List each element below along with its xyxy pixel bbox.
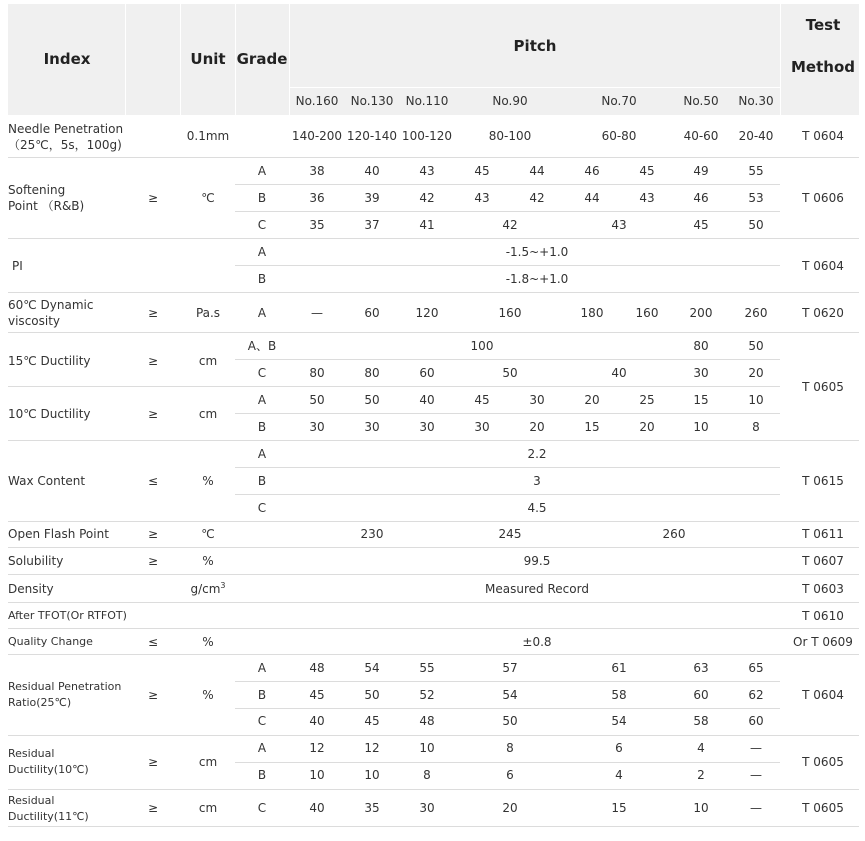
value-cell: 20 — [639, 420, 655, 434]
pitch-column-header: No.90 — [492, 94, 528, 108]
value-cell: 38 — [309, 164, 325, 178]
value-cell: 60-80 — [601, 129, 637, 143]
value-cell: 140-200 — [291, 129, 343, 143]
row-label: viscosity — [8, 314, 61, 328]
value-cell: 30 — [474, 420, 490, 434]
value-cell: 48 — [309, 661, 325, 675]
value-cell: 260 — [744, 306, 768, 320]
value-cell: 53 — [748, 191, 764, 205]
value-cell: 12 — [364, 741, 380, 755]
grade-cell: B — [257, 420, 267, 434]
value-cell: 10 — [364, 768, 380, 782]
unit-cell — [190, 582, 225, 596]
grade-cell: C — [257, 714, 267, 728]
value-cell: 100-120 — [401, 129, 453, 143]
value-cell: 61 — [611, 661, 627, 675]
value-cell: — — [311, 306, 323, 320]
value-cell: 45 — [364, 714, 380, 728]
row-divider — [235, 494, 780, 495]
value-cell: 50 — [364, 393, 380, 407]
value-cell: 40 — [309, 801, 325, 815]
value-cell: 40 — [309, 714, 325, 728]
row-divider — [235, 211, 780, 212]
row-divider — [8, 386, 780, 387]
comparison-symbol: ≤ — [147, 635, 159, 649]
grade-cell: B — [257, 474, 267, 488]
value-cell: 180 — [580, 306, 604, 320]
value-cell: 160 — [498, 306, 522, 320]
value-cell: 40 — [611, 366, 627, 380]
row-divider — [8, 789, 859, 790]
value-cell: 41 — [419, 218, 435, 232]
row-divider — [8, 440, 859, 441]
value-cell: 37 — [364, 218, 380, 232]
value-cell: 50 — [748, 339, 764, 353]
value-cell: 30 — [693, 366, 709, 380]
value-cell: 8 — [752, 420, 760, 434]
unit-cell: % — [202, 474, 214, 488]
row-divider — [8, 157, 859, 158]
row-label: PI — [12, 259, 23, 273]
value-cell: 50 — [364, 688, 380, 702]
value-cell: — — [750, 801, 762, 815]
value-cell: 15 — [584, 420, 600, 434]
row-label: Wax Content — [8, 474, 86, 488]
value-cell: 2 — [697, 768, 705, 782]
value-cell: 6 — [506, 768, 514, 782]
grade-cell: C — [257, 501, 267, 515]
header-divider — [180, 4, 181, 115]
grade-cell: A — [257, 447, 267, 461]
value-cell: 43 — [639, 191, 655, 205]
row-label: Point （R&B) — [8, 199, 85, 213]
value-cell: 80-100 — [488, 129, 532, 143]
value-cell: 54 — [502, 688, 518, 702]
row-divider — [8, 332, 859, 333]
row-label: Solubility — [8, 554, 64, 568]
comparison-symbol: ≥ — [147, 407, 159, 421]
row-divider — [235, 184, 780, 185]
grade-cell: A — [257, 393, 267, 407]
method-cell: T 0610 — [802, 609, 844, 623]
method-cell: T 0604 — [802, 259, 844, 273]
value-cell: 8 — [423, 768, 431, 782]
value-cell: 30 — [419, 420, 435, 434]
method-cell: Or T 0609 — [793, 635, 853, 649]
value-cell: 10 — [309, 768, 325, 782]
row-label: After TFOT(Or RTFOT) — [8, 609, 127, 622]
method-cell: T 0605 — [802, 755, 844, 769]
grade-cell: A — [257, 245, 267, 259]
header-divider — [125, 4, 126, 115]
unit-cell: % — [202, 688, 214, 702]
grade-cell: A — [257, 741, 267, 755]
value-cell: 58 — [611, 688, 627, 702]
value-cell: 44 — [584, 191, 600, 205]
row-divider — [235, 413, 780, 414]
row-label: Ductility(10℃) — [8, 763, 89, 776]
grade-cell: C — [257, 218, 267, 232]
method-cell: T 0615 — [802, 474, 844, 488]
header-unit: Unit — [190, 50, 226, 68]
value-cell: Measured Record — [485, 582, 589, 596]
value-cell: 80 — [309, 366, 325, 380]
header-subdivider — [289, 87, 780, 88]
value-cell: 46 — [693, 191, 709, 205]
value-cell: 4 — [697, 741, 705, 755]
row-label: （25℃，5s，100g) — [8, 138, 122, 152]
unit-cell: 0.1mm — [186, 129, 230, 143]
pitch-column-header: No.130 — [350, 94, 394, 108]
grade-cell: A、B — [247, 339, 277, 353]
row-label: 60℃ Dynamic — [8, 298, 94, 312]
pitch-column-header: No.50 — [683, 94, 719, 108]
value-cell: 245 — [498, 527, 522, 541]
header-divider — [289, 4, 290, 115]
value-cell: 43 — [474, 191, 490, 205]
value-cell: 120-140 — [346, 129, 398, 143]
value-cell: -1.8~+1.0 — [505, 272, 569, 286]
grade-cell: B — [257, 688, 267, 702]
value-cell: 45 — [639, 164, 655, 178]
row-divider — [8, 628, 859, 629]
value-cell: 50 — [502, 366, 518, 380]
comparison-symbol: ≥ — [147, 306, 159, 320]
pitch-column-header: No.110 — [405, 94, 449, 108]
value-cell: 20 — [502, 801, 518, 815]
row-divider — [8, 654, 859, 655]
grade-cell: C — [257, 366, 267, 380]
unit-cell: cm — [198, 801, 218, 815]
value-cell: 52 — [419, 688, 435, 702]
value-cell: 30 — [309, 420, 325, 434]
value-cell: 80 — [364, 366, 380, 380]
header-divider — [780, 4, 781, 115]
header-method: Method — [791, 58, 855, 76]
value-cell: 60 — [693, 688, 709, 702]
comparison-symbol: ≥ — [147, 354, 159, 368]
value-cell: 40-60 — [683, 129, 719, 143]
row-label: 10℃ Ductility — [8, 407, 91, 421]
value-cell: 60 — [748, 714, 764, 728]
value-cell: 58 — [693, 714, 709, 728]
grade-cell: A — [257, 661, 267, 675]
value-cell: 30 — [419, 801, 435, 815]
unit-superscript: 3 — [220, 581, 226, 590]
value-cell: 99.5 — [523, 554, 551, 568]
method-cell: T 0604 — [802, 688, 844, 702]
value-cell: 260 — [662, 527, 686, 541]
row-label: Ratio(25℃) — [8, 696, 72, 709]
row-label: Residual Penetration — [8, 680, 122, 693]
method-cell: T 0603 — [802, 582, 844, 596]
comparison-symbol: ≥ — [147, 527, 159, 541]
value-cell: 49 — [693, 164, 709, 178]
value-cell: 63 — [693, 661, 709, 675]
value-cell: 45 — [474, 164, 490, 178]
row-label: Ductility(11℃) — [8, 810, 89, 823]
value-cell: 160 — [635, 306, 659, 320]
value-cell: — — [750, 741, 762, 755]
row-label: Residual — [8, 794, 55, 807]
value-cell: 15 — [611, 801, 627, 815]
value-cell: 40 — [364, 164, 380, 178]
value-cell: 35 — [364, 801, 380, 815]
value-cell: 10 — [419, 741, 435, 755]
value-cell: 30 — [364, 420, 380, 434]
row-divider — [235, 265, 780, 266]
method-cell: T 0607 — [802, 554, 844, 568]
value-cell: 40 — [419, 393, 435, 407]
unit-cell: ℃ — [201, 191, 215, 205]
value-cell: 36 — [309, 191, 325, 205]
unit-cell: % — [202, 554, 214, 568]
value-cell: 45 — [693, 218, 709, 232]
value-cell: 25 — [639, 393, 655, 407]
value-cell: 120 — [415, 306, 439, 320]
row-label: Needle Penetration — [8, 122, 124, 136]
value-cell: 46 — [584, 164, 600, 178]
row-divider — [235, 708, 780, 709]
value-cell: 55 — [419, 661, 435, 675]
comparison-symbol: ≥ — [147, 688, 159, 702]
value-cell: 42 — [529, 191, 545, 205]
method-cell: T 0620 — [802, 306, 844, 320]
value-cell: 48 — [419, 714, 435, 728]
row-divider — [235, 359, 780, 360]
unit-cell: cm — [198, 354, 218, 368]
row-label: Softening — [8, 183, 66, 197]
row-divider — [8, 521, 859, 522]
value-cell: 20-40 — [738, 129, 774, 143]
method-cell: T 0611 — [802, 527, 844, 541]
comparison-symbol: ≤ — [147, 474, 159, 488]
row-divider — [8, 574, 859, 575]
method-cell: T 0606 — [802, 191, 844, 205]
value-cell: 4.5 — [527, 501, 547, 515]
value-cell: 45 — [309, 688, 325, 702]
method-cell: T 0604 — [802, 129, 844, 143]
value-cell: 15 — [693, 393, 709, 407]
value-cell: 60 — [364, 306, 380, 320]
header-pitch: Pitch — [513, 37, 557, 55]
value-cell: 80 — [693, 339, 709, 353]
comparison-symbol: ≥ — [147, 801, 159, 815]
row-label: Residual — [8, 747, 55, 760]
value-cell: -1.5~+1.0 — [505, 245, 569, 259]
value-cell: 62 — [748, 688, 764, 702]
value-cell: 43 — [611, 218, 627, 232]
value-cell: 10 — [748, 393, 764, 407]
row-divider — [8, 602, 859, 603]
value-cell: 55 — [748, 164, 764, 178]
row-label: 15℃ Ductility — [8, 354, 91, 368]
value-cell: — — [750, 768, 762, 782]
value-cell: 100 — [470, 339, 494, 353]
value-cell: 42 — [419, 191, 435, 205]
value-cell: 4 — [615, 768, 623, 782]
row-divider — [235, 762, 780, 763]
grade-cell: B — [257, 191, 267, 205]
header-test: Test — [805, 16, 841, 34]
grade-cell: C — [257, 801, 267, 815]
unit-cell: % — [202, 635, 214, 649]
value-cell: 10 — [693, 420, 709, 434]
pitch-column-header: No.160 — [295, 94, 339, 108]
value-cell: 44 — [529, 164, 545, 178]
grade-cell: A — [257, 306, 267, 320]
value-cell: 20 — [529, 420, 545, 434]
comparison-symbol: ≥ — [147, 755, 159, 769]
value-cell: 57 — [502, 661, 518, 675]
row-divider — [8, 292, 859, 293]
unit-cell: cm — [198, 407, 218, 421]
value-cell: 39 — [364, 191, 380, 205]
value-cell: 35 — [309, 218, 325, 232]
value-cell: 12 — [309, 741, 325, 755]
value-cell: 60 — [419, 366, 435, 380]
value-cell: ±0.8 — [522, 635, 552, 649]
value-cell: 54 — [364, 661, 380, 675]
method-cell: T 0605 — [802, 380, 844, 394]
pitch-column-header: No.30 — [738, 94, 774, 108]
value-cell: 43 — [419, 164, 435, 178]
header-index: Index — [43, 50, 91, 68]
value-cell: 54 — [611, 714, 627, 728]
header-grade: Grade — [236, 50, 288, 68]
row-divider — [8, 238, 859, 239]
value-cell: 30 — [529, 393, 545, 407]
row-divider — [8, 735, 859, 736]
comparison-symbol: ≥ — [147, 554, 159, 568]
unit-text: g/cm — [190, 582, 221, 596]
value-cell: 20 — [748, 366, 764, 380]
pitch-column-header: No.70 — [601, 94, 637, 108]
row-label: Density — [8, 582, 54, 596]
unit-cell: ℃ — [201, 527, 215, 541]
row-label: Quality Change — [8, 635, 93, 648]
value-cell: 2.2 — [527, 447, 547, 461]
row-label: Open Flash Point — [8, 527, 109, 541]
row-divider — [8, 826, 859, 827]
value-cell: 50 — [502, 714, 518, 728]
grade-cell: B — [257, 768, 267, 782]
method-cell: T 0605 — [802, 801, 844, 815]
row-divider — [235, 467, 780, 468]
value-cell: 3 — [533, 474, 541, 488]
unit-cell: Pa.s — [195, 306, 221, 320]
grade-cell: B — [257, 272, 267, 286]
value-cell: 200 — [689, 306, 713, 320]
value-cell: 42 — [502, 218, 518, 232]
row-divider — [235, 681, 780, 682]
value-cell: 230 — [360, 527, 384, 541]
unit-cell: cm — [198, 755, 218, 769]
value-cell: 8 — [506, 741, 514, 755]
comparison-symbol: ≥ — [147, 191, 159, 205]
value-cell: 20 — [584, 393, 600, 407]
grade-cell: A — [257, 164, 267, 178]
value-cell: 65 — [748, 661, 764, 675]
value-cell: 50 — [748, 218, 764, 232]
value-cell: 50 — [309, 393, 325, 407]
value-cell: 6 — [615, 741, 623, 755]
value-cell: 45 — [474, 393, 490, 407]
row-divider — [8, 547, 859, 548]
value-cell: 10 — [693, 801, 709, 815]
